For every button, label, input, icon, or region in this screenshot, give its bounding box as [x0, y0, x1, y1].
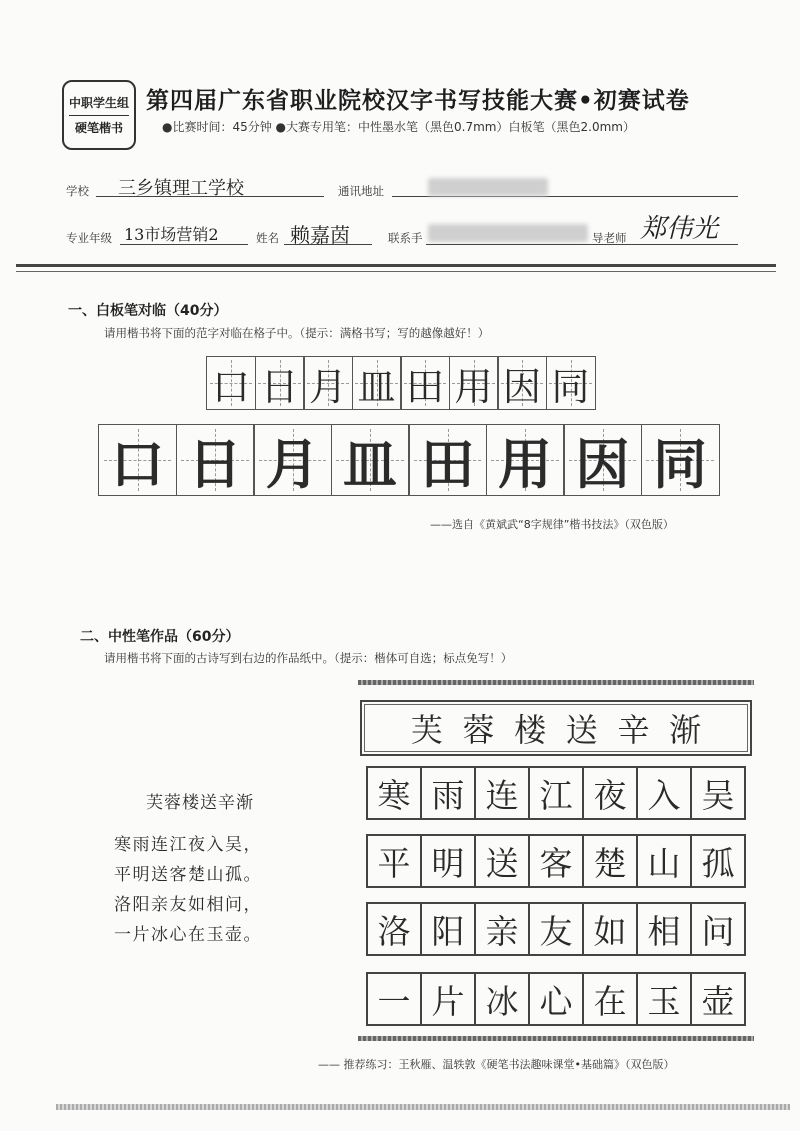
work-title-char: 楼	[514, 711, 547, 749]
model-char-cell: 皿	[331, 424, 410, 496]
work-char-cell: 明	[420, 834, 476, 888]
work-char-cell: 寒	[366, 766, 422, 820]
written-char-cell: 口	[206, 356, 256, 410]
poem-line: 寒雨连江夜入吴，	[114, 835, 262, 855]
work-char-cell: 江	[528, 766, 584, 820]
written-char-cell: 用	[449, 356, 499, 410]
model-char-cell: 月	[253, 424, 332, 496]
header-rule-thin	[16, 271, 776, 272]
work-char-cell: 夜	[582, 766, 638, 820]
work-char-cell: 山	[636, 834, 692, 888]
scan-bottom-edge	[56, 1104, 790, 1110]
section1-instruction: 请用楷书将下面的范字对临在格子中。（提示：满格书写；写的越像越好！）	[104, 326, 490, 340]
written-char-cell: 因	[497, 356, 547, 410]
badge-divider	[69, 115, 129, 116]
work-char-cell: 雨	[420, 766, 476, 820]
redacted-address	[428, 178, 548, 196]
written-char-cell: 日	[255, 356, 305, 410]
work-char-cell: 亲	[474, 902, 530, 956]
major-label: 专业年级	[66, 231, 112, 245]
poem-line: 洛阳亲友如相问，	[114, 895, 262, 915]
written-char-cell: 同	[546, 356, 596, 410]
badge-top-label: 中职学生组	[68, 95, 129, 110]
school-underline	[96, 196, 324, 197]
written-char-cell: 皿	[352, 356, 402, 410]
work-char-cell: 客	[528, 834, 584, 888]
work-char-cell: 在	[582, 972, 638, 1026]
work-char-cell: 心	[528, 972, 584, 1026]
work-title-char: 渐	[669, 711, 702, 749]
work-char-cell: 楚	[582, 834, 638, 888]
model-char-cell: 日	[176, 424, 255, 496]
section1-title: 一、白板笔对临（40分）	[68, 303, 228, 319]
work-char-cell: 平	[366, 834, 422, 888]
address-underline	[392, 196, 738, 197]
paper-bottom-bar	[358, 1036, 754, 1041]
model-char-cell: 口	[98, 424, 177, 496]
work-char-cell: 连	[474, 766, 530, 820]
work-char-cell: 玉	[636, 972, 692, 1026]
written-char-cell: 月	[303, 356, 353, 410]
work-char-cell: 如	[582, 902, 638, 956]
poem-title: 芙蓉楼送辛渐	[146, 793, 254, 813]
name-underline	[284, 244, 372, 245]
work-char-cell: 吴	[690, 766, 746, 820]
model-char-cell: 用	[486, 424, 565, 496]
work-row	[366, 834, 744, 888]
work-char-cell: 入	[636, 766, 692, 820]
written-char-cell: 田	[400, 356, 450, 410]
recommend-note: —— 推荐练习：王秋雁、温轶敦《硬笔书法趣味课堂•基础篇》（双色版）	[318, 1058, 675, 1071]
work-char-cell: 一	[366, 972, 422, 1026]
work-row	[366, 972, 744, 1026]
badge-bottom-label: 硬笔楷书	[74, 120, 123, 135]
model-char-grid	[98, 424, 718, 496]
work-char-cell: 问	[690, 902, 746, 956]
name-label: 姓名	[256, 231, 279, 245]
major-underline	[120, 244, 248, 245]
phone-teacher-underline	[426, 244, 738, 245]
work-char-cell: 冰	[474, 972, 530, 1026]
category-badge	[62, 80, 136, 150]
name-value: 赖嘉茵	[290, 223, 350, 247]
header-rule-thick	[16, 264, 776, 267]
model-char-cell: 同	[641, 424, 720, 496]
work-char-cell: 孤	[690, 834, 746, 888]
major-value: 13市场营销2	[124, 225, 219, 244]
work-char-cell: 洛	[366, 902, 422, 956]
work-char-cell: 壶	[690, 972, 746, 1026]
address-label: 通讯地址	[338, 184, 384, 198]
redacted-phone	[428, 224, 588, 242]
work-title-char: 辛	[617, 711, 650, 749]
phone-label: 联系手	[388, 231, 423, 245]
model-source: ——选自《黄斌武“8字规律”楷书技法》（双色版）	[430, 518, 674, 531]
school-value: 三乡镇理工学校	[118, 178, 244, 199]
work-title-char: 芙	[410, 711, 443, 749]
work-char-cell: 片	[420, 972, 476, 1026]
model-char-cell: 田	[408, 424, 487, 496]
work-char-cell: 友	[528, 902, 584, 956]
section2-title: 二、中性笔作品（60分）	[80, 629, 240, 645]
work-char-cell: 送	[474, 834, 530, 888]
poem-line: 平明送客楚山孤。	[114, 865, 262, 885]
work-title-box	[360, 700, 752, 756]
work-title-char: 送	[565, 711, 598, 749]
work-title-char: 蓉	[462, 711, 495, 749]
teacher-label: 导老师	[592, 231, 627, 245]
teacher-value: 郑伟光	[640, 214, 719, 244]
exam-info: ●比赛时间：45分钟 ●大赛专用笔：中性墨水笔（黑色0.7mm）白板笔（黑色2.0mm）	[162, 120, 635, 134]
section2-instruction: 请用楷书将下面的古诗写到右边的作品纸中。（提示：楷体可自选；标点免写！）	[104, 651, 513, 665]
school-label: 学校	[66, 184, 89, 198]
poem-line: 一片冰心在玉壶。	[114, 925, 262, 945]
page-title: 第四届广东省职业院校汉字书写技能大赛•初赛试卷	[146, 88, 690, 114]
written-char-grid	[206, 356, 594, 410]
work-char-cell: 阳	[420, 902, 476, 956]
work-char-cell: 相	[636, 902, 692, 956]
work-row	[366, 902, 744, 956]
paper-top-bar	[358, 680, 754, 685]
work-row	[366, 766, 744, 820]
model-char-cell: 因	[563, 424, 642, 496]
